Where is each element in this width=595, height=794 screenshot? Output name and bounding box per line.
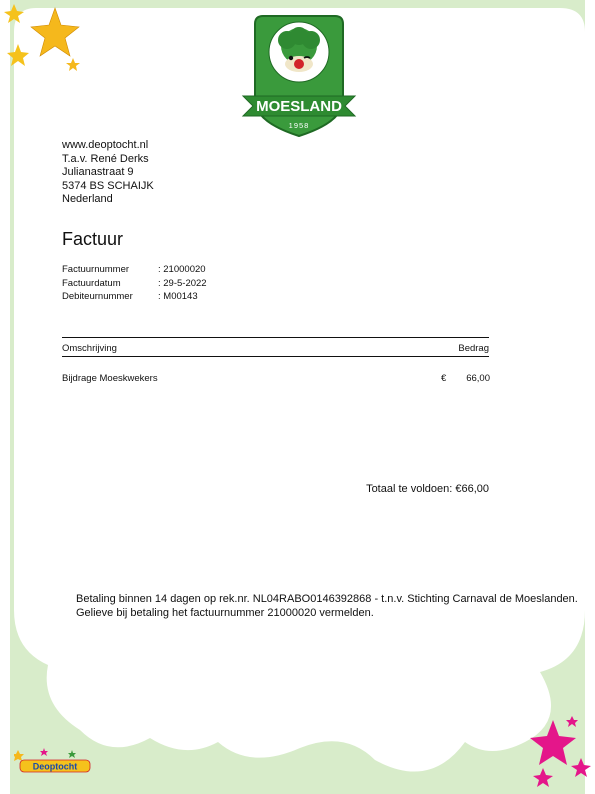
recipient-postal-city: 5374 BS SCHAIJK [62, 179, 154, 192]
payment-terms-line-2: Gelieve bij betaling het factuurnummer 21000020 vermelden. [76, 607, 374, 619]
invoice-meta [62, 263, 207, 304]
payment-terms [76, 592, 578, 620]
table-top-rule [62, 337, 489, 338]
meta-value: : M00143 [158, 291, 198, 302]
meta-row-debtor-number [62, 290, 207, 304]
recipient-attention: T.a.v. René Derks [62, 152, 149, 165]
table-header-rule [62, 356, 489, 357]
logo-brand-name: MOESLAND [256, 98, 342, 115]
meta-label: Factuurdatum [62, 277, 121, 289]
meta-value: : 21000020 [158, 264, 206, 275]
star-icon [4, 4, 24, 23]
star-icon [66, 58, 80, 71]
recipient-address [62, 139, 154, 207]
meta-value: : 29-5-2022 [158, 277, 207, 289]
meta-label: Debiteurnummer [62, 291, 133, 302]
moesland-logo [241, 14, 357, 138]
stars-top-left [0, 0, 90, 80]
table-row-amount: 66,00 [466, 373, 490, 384]
star-icon [533, 768, 553, 787]
meta-row-invoice-number [62, 263, 207, 277]
document-title: Factuur [62, 229, 124, 249]
star-icon [571, 758, 591, 777]
star-icon [31, 8, 79, 56]
deoptocht-logo [14, 748, 94, 776]
star-icon [530, 720, 576, 765]
meta-label: Factuurnummer [62, 264, 130, 275]
total-due: Totaal te voldoen: €66,00 [366, 483, 489, 495]
deoptocht-logo-text: Deoptocht [32, 761, 78, 772]
recipient-website: www.deoptocht.nl [62, 139, 149, 151]
table-row-description: Bijdrage Moeskwekers [62, 373, 158, 384]
stars-bottom-right [525, 712, 595, 794]
recipient-country: Nederland [62, 193, 113, 205]
column-header-amount: Bedrag [458, 343, 489, 354]
payment-terms-line-1: Betaling binnen 14 dagen op rek.nr. NL04RABO0146392868 - t.n.v. Stichting Carnaval de Moeslanden. [76, 593, 578, 605]
meta-row-invoice-date [62, 277, 207, 291]
recipient-street: Julianastraat 9 [62, 166, 134, 178]
star-icon [7, 44, 29, 66]
column-header-description: Omschrijving [62, 343, 117, 354]
logo-year: 1958 [288, 121, 310, 130]
star-icon [566, 716, 578, 727]
table-row-currency: € [441, 373, 447, 384]
